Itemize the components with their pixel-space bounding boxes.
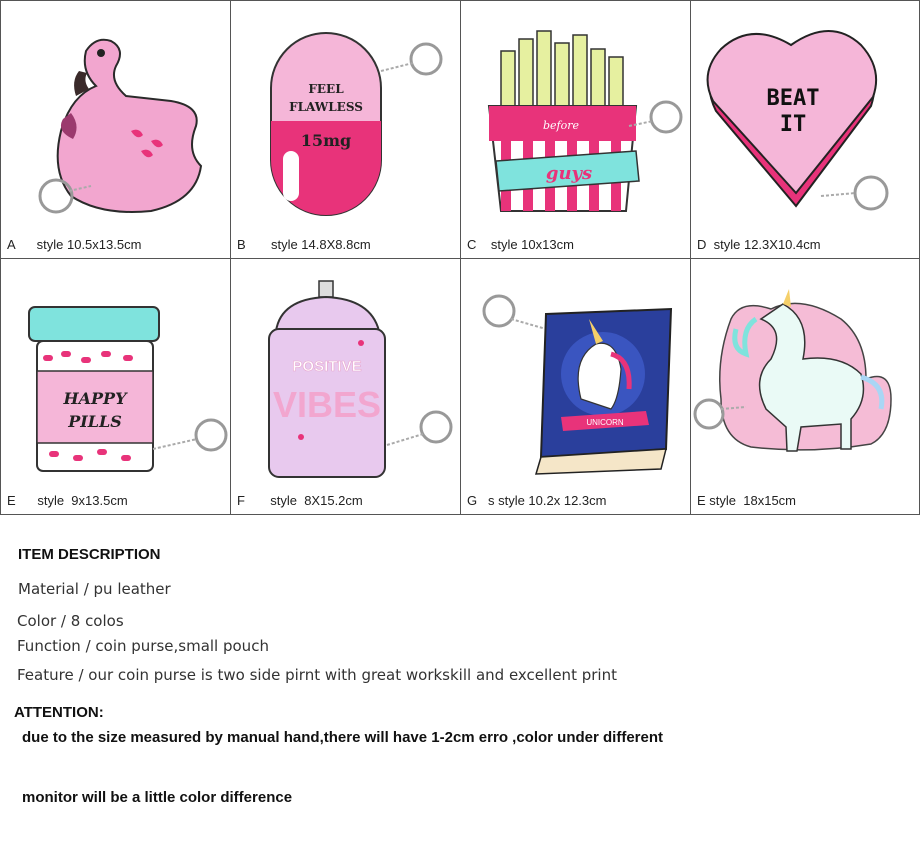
svg-text:15mg: 15mg [300, 131, 352, 150]
svg-text:before: before [542, 119, 580, 132]
product-caption: C style 10x13cm [467, 237, 574, 252]
product-caption: E style 9x13.5cm [7, 493, 128, 508]
product-card-a[interactable] [1, 1, 231, 259]
product-card-d[interactable] [691, 1, 920, 259]
svg-text:UNICORN: UNICORN [586, 418, 624, 427]
spray-can-purse-icon [231, 259, 460, 487]
svg-text:FLAWLESS: FLAWLESS [289, 100, 363, 114]
fries-purse-icon [461, 1, 690, 231]
item-description-heading: ITEM DESCRIPTION [18, 546, 161, 563]
svg-text:FEEL: FEEL [308, 82, 344, 96]
product-caption: A style 10.5x13.5cm [7, 237, 142, 252]
product-caption: D style 12.3X10.4cm [697, 237, 821, 252]
svg-text:PILLS: PILLS [68, 412, 122, 431]
svg-text:VIBES: VIBES [272, 384, 382, 425]
svg-text:BEAT: BEAT [766, 86, 820, 111]
product-card-e2[interactable] [691, 259, 920, 515]
product-card-f[interactable] [231, 259, 461, 515]
unicorn-purse-icon [691, 259, 920, 487]
attention-line-1: due to the size measured by manual hand,there will have 1-2cm erro ,color under different [22, 729, 663, 746]
product-caption: G s style 10.2x 12.3cm [467, 493, 607, 508]
product-card-b[interactable] [231, 1, 461, 259]
svg-text:HAPPY: HAPPY [63, 389, 127, 408]
material-line: Material / pu leather [18, 580, 171, 598]
color-line: Color / 8 colos [17, 612, 124, 630]
product-card-c[interactable] [461, 1, 691, 259]
function-line: Function / coin purse,small pouch [17, 637, 269, 655]
pill-purse-icon [231, 1, 460, 231]
svg-text:IT: IT [779, 112, 807, 137]
pill-bottle-purse-icon [1, 259, 230, 487]
unicorn-book-purse-icon [461, 259, 690, 487]
attention-heading: ATTENTION: [14, 704, 104, 721]
svg-text:guys: guys [545, 163, 593, 184]
heart-purse-icon [691, 1, 920, 231]
product-caption: E style 18x15cm [697, 493, 796, 508]
feature-line: Feature / our coin purse is two side pirnt with great workskill and excellent print [17, 666, 617, 684]
product-caption: F style 8X15.2cm [237, 493, 363, 508]
flamingo-purse-icon [1, 1, 230, 231]
attention-line-2: monitor will be a little color difference [22, 789, 293, 806]
product-card-e[interactable] [1, 259, 231, 515]
product-card-g[interactable] [461, 259, 691, 515]
svg-text:POSITIVE: POSITIVE [292, 358, 362, 375]
product-caption: B style 14.8X8.8cm [237, 237, 371, 252]
